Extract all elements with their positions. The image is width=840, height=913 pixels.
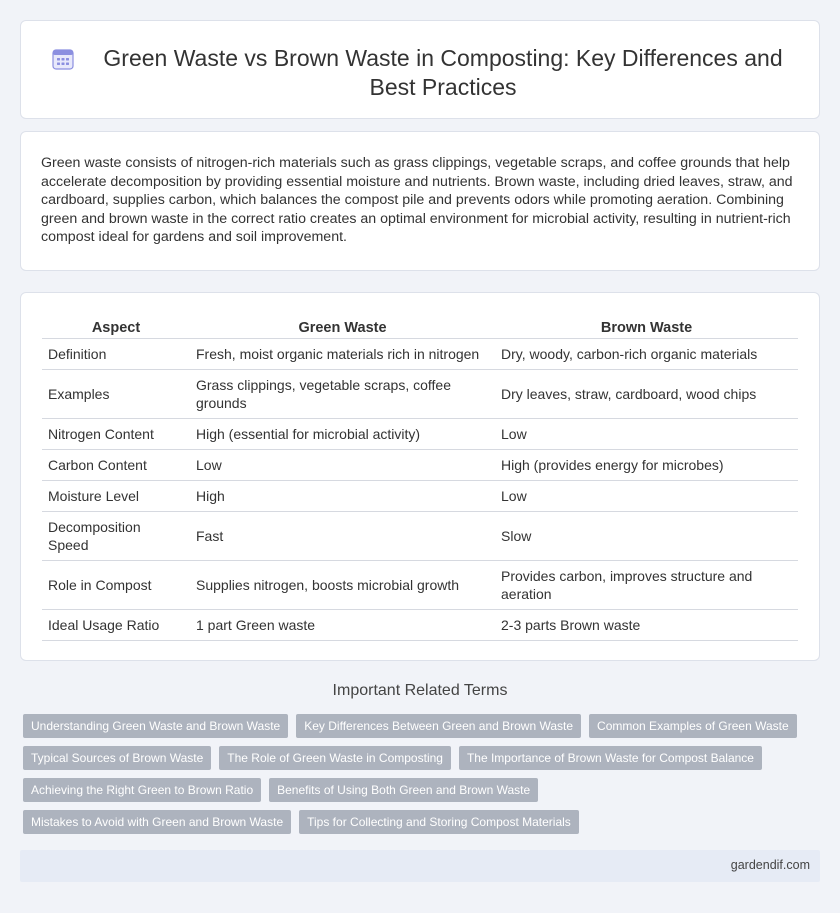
related-term-link[interactable]: The Role of Green Waste in Composting bbox=[219, 746, 451, 770]
table-cell: High (provides energy for microbes) bbox=[495, 449, 798, 480]
related-term-link[interactable]: Tips for Collecting and Storing Compost Materials bbox=[299, 810, 579, 834]
table-row bbox=[42, 511, 798, 560]
table-cell: Dry leaves, straw, cardboard, wood chips bbox=[495, 369, 798, 418]
table-cell: Supplies nitrogen, boosts microbial growth bbox=[190, 560, 495, 609]
table-cell: Low bbox=[190, 449, 495, 480]
table-cell: Provides carbon, improves structure and aeration bbox=[495, 560, 798, 609]
related-term-link[interactable]: Benefits of Using Both Green and Brown Waste bbox=[269, 778, 538, 802]
comparison-table bbox=[42, 314, 798, 641]
related-term-link[interactable]: Common Examples of Green Waste bbox=[589, 714, 797, 738]
table-header-row bbox=[42, 314, 798, 338]
table-cell: Ideal Usage Ratio bbox=[42, 609, 190, 640]
table-cell: 2-3 parts Brown waste bbox=[495, 609, 798, 640]
related-term-link[interactable]: Achieving the Right Green to Brown Ratio bbox=[23, 778, 261, 802]
table-row bbox=[42, 480, 798, 511]
column-header-aspect: Aspect bbox=[42, 314, 190, 338]
table-cell: Carbon Content bbox=[42, 449, 190, 480]
header-card bbox=[20, 20, 820, 119]
table-cell: High bbox=[190, 480, 495, 511]
table-row bbox=[42, 609, 798, 640]
intro-paragraph: Green waste consists of nitrogen-rich materials such as grass clippings, vegetable scraps, and coffee grounds that help accelerate decomposition by providing essential moisture and nutrients. Brown waste, including dried leaves, straw, and cardboard, supplies carbon, which balances the compost pile and prevents odors while promoting aeration. Combining green and brown waste in the correct ratio creates an optimal environment for microbial activity, resulting in nutrient-rich compost ideal for gardens and soil improvement. bbox=[41, 155, 793, 245]
related-terms-list bbox=[23, 714, 813, 834]
related-term-link[interactable]: Mistakes to Avoid with Green and Brown Waste bbox=[23, 810, 291, 834]
table-cell: High (essential for microbial activity) bbox=[190, 418, 495, 449]
table-cell: Low bbox=[495, 418, 798, 449]
comparison-card bbox=[20, 292, 820, 661]
related-terms-heading: Important Related Terms bbox=[332, 682, 508, 699]
related-term-link[interactable]: Typical Sources of Brown Waste bbox=[23, 746, 211, 770]
table-cell: Definition bbox=[42, 338, 190, 369]
table-cell: Low bbox=[495, 480, 798, 511]
table-row bbox=[42, 418, 798, 449]
intro-card bbox=[20, 131, 820, 271]
table-cell: Fresh, moist organic materials rich in nitrogen bbox=[190, 338, 495, 369]
column-header-green-waste: Green Waste bbox=[190, 314, 495, 338]
table-cell: Decomposition Speed bbox=[42, 511, 190, 560]
table-cell: 1 part Green waste bbox=[190, 609, 495, 640]
table-row bbox=[42, 338, 798, 369]
table-cell: Grass clippings, vegetable scraps, coffee grounds bbox=[190, 369, 495, 418]
footer-bar bbox=[20, 850, 820, 882]
page-title: Green Waste vs Brown Waste in Composting: Key Differences and Best Practices bbox=[103, 45, 783, 100]
related-term-link[interactable]: The Importance of Brown Waste for Compost Balance bbox=[459, 746, 762, 770]
table-cell: Moisture Level bbox=[42, 480, 190, 511]
table-cell: Examples bbox=[42, 369, 190, 418]
column-header-brown-waste: Brown Waste bbox=[495, 314, 798, 338]
table-row bbox=[42, 369, 798, 418]
table-cell: Role in Compost bbox=[42, 560, 190, 609]
table-cell: Nitrogen Content bbox=[42, 418, 190, 449]
table-cell: Dry, woody, carbon-rich organic materials bbox=[495, 338, 798, 369]
related-term-link[interactable]: Understanding Green Waste and Brown Waste bbox=[23, 714, 288, 738]
related-term-link[interactable]: Key Differences Between Green and Brown Waste bbox=[296, 714, 581, 738]
table-cell: Slow bbox=[495, 511, 798, 560]
table-cell: Fast bbox=[190, 511, 495, 560]
table-row bbox=[42, 560, 798, 609]
table-row bbox=[42, 449, 798, 480]
footer-site-name: gardendif.com bbox=[730, 858, 810, 872]
